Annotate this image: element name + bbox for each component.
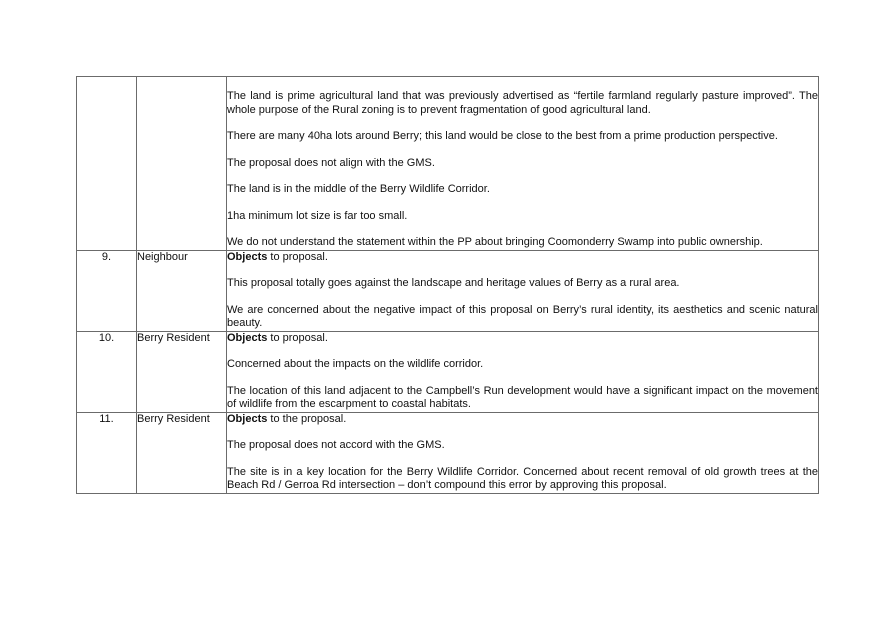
submission-number: 10. bbox=[77, 331, 137, 412]
submissions-table bbox=[76, 76, 819, 494]
comment-paragraph: The proposal does not accord with the GMS. bbox=[227, 439, 445, 451]
submission-number: 11. bbox=[77, 412, 137, 493]
position-statement bbox=[227, 413, 818, 427]
position-rest: to proposal. bbox=[267, 250, 328, 263]
submission-number bbox=[77, 77, 137, 251]
table-row-continuation bbox=[77, 77, 819, 251]
submitter-type: Berry Resident bbox=[137, 331, 227, 412]
comment-paragraph: The land is in the middle of the Berry Wildlife Corridor. bbox=[227, 183, 490, 195]
position-statement bbox=[227, 332, 818, 346]
table-row-submission-10 bbox=[77, 331, 819, 412]
position-keyword: Objects bbox=[227, 412, 268, 425]
submission-number: 9. bbox=[77, 250, 137, 331]
comment-paragraph: The location of this land adjacent to the Campbell’s Run development would have a significant impact on the movement of wildlife from the escarpment to coastal habitats. bbox=[227, 384, 818, 410]
position-keyword: Objects bbox=[227, 331, 268, 344]
submitter-type: Berry Resident bbox=[137, 412, 227, 493]
submission-comments bbox=[227, 412, 819, 493]
comment-paragraph: We do not understand the statement within the PP about bringing Coomonderry Swamp into public ownership. bbox=[227, 236, 763, 248]
comment-paragraph: This proposal totally goes against the landscape and heritage values of Berry as a rural area. bbox=[227, 277, 680, 289]
table-row-submission-11 bbox=[77, 412, 819, 493]
submission-comments bbox=[227, 77, 819, 251]
position-keyword: Objects bbox=[227, 250, 268, 263]
comment-paragraph: The site is in a key location for the Berry Wildlife Corridor. Concerned about recent removal of old growth trees at the Beach Rd / Gerroa Rd intersection – don’t compound this error by approving this proposal. bbox=[227, 465, 818, 491]
position-rest: to the proposal. bbox=[267, 412, 347, 425]
comment-paragraph: Concerned about the impacts on the wildlife corridor. bbox=[227, 358, 484, 370]
comment-paragraph: 1ha minimum lot size is far too small. bbox=[227, 209, 408, 222]
comment-paragraph: The land is prime agricultural land that was previously advertised as “fertile farmland regularly pasture improved”. The whole purpose of the Rural zoning is to prevent fragmentation of good agricultural land. bbox=[227, 90, 818, 116]
position-rest: to proposal. bbox=[267, 331, 328, 344]
submitter-type: Neighbour bbox=[137, 250, 227, 331]
table-row-submission-9 bbox=[77, 250, 819, 331]
comment-paragraph: There are many 40ha lots around Berry; this land would be close to the best from a prime production perspective. bbox=[227, 130, 778, 142]
submission-comments bbox=[227, 250, 819, 331]
position-statement bbox=[227, 251, 818, 265]
submission-comments bbox=[227, 331, 819, 412]
submitter-type bbox=[137, 77, 227, 251]
comment-paragraph: We are concerned about the negative impact of this proposal on Berry’s rural identity, its aesthetics and scenic natural beauty. bbox=[227, 303, 818, 329]
comment-paragraph: The proposal does not align with the GMS. bbox=[227, 156, 435, 169]
